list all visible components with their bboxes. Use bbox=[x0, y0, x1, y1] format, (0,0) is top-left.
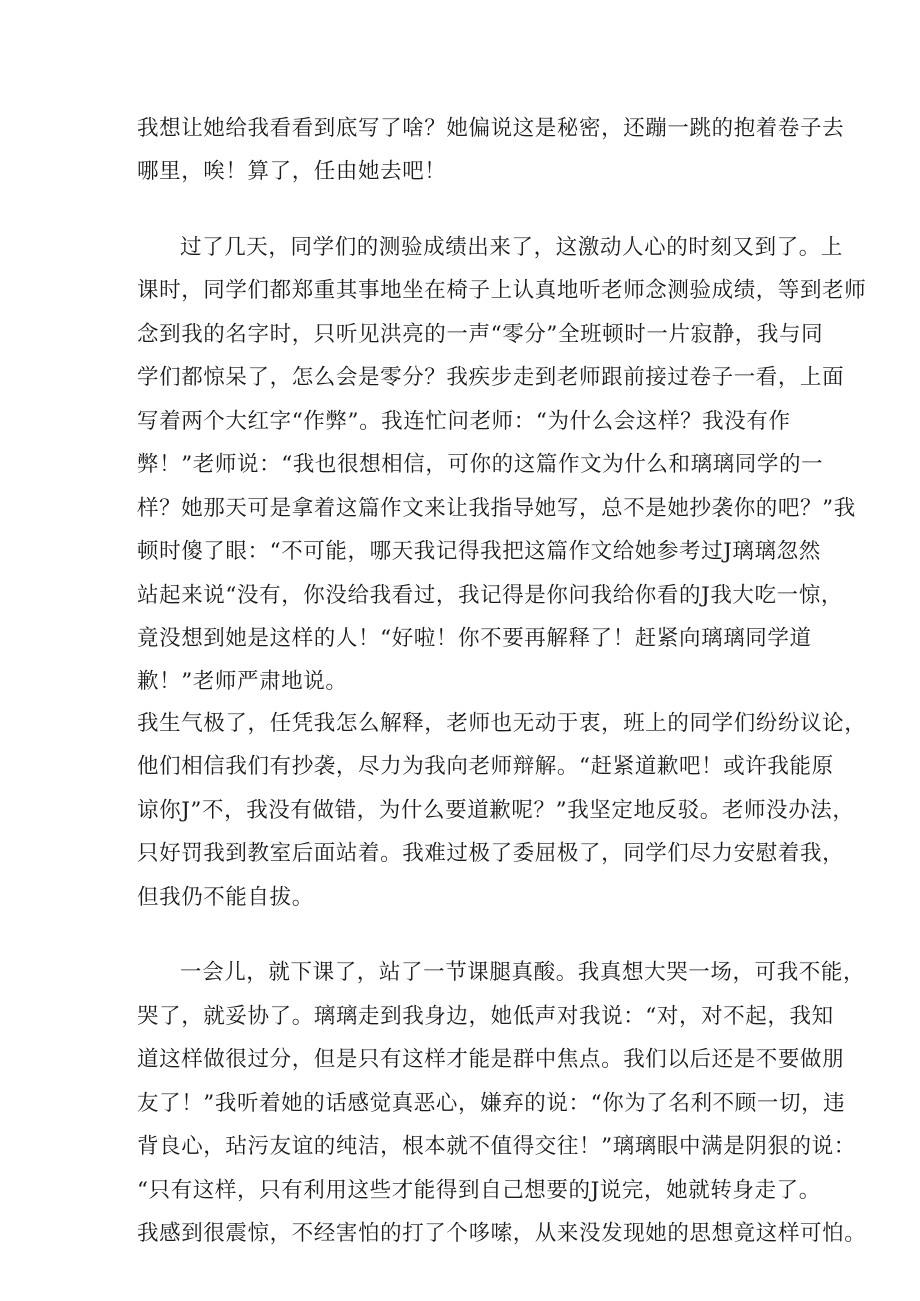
text-line: 谅你J”不，我没有做错，为什么要道歉呢？”我坚定地反驳。老师没办法， bbox=[137, 798, 855, 823]
text-line: 一会儿，就下课了，站了一节课腿真酸。我真想大哭一场，可我不能， bbox=[180, 960, 866, 985]
text-line: 过了几天，同学们的测验成绩出来了，这激动人心的时刻又到了。上 bbox=[180, 235, 844, 260]
text-line: 他们相信我们有抄袭，尽力为我向老师辩解。“赶紧道歉吧！或许我能原 bbox=[137, 754, 834, 779]
text-line: 我想让她给我看看到底写了啥？她偏说这是秘密，还蹦一跳的抱着卷子去 bbox=[137, 116, 845, 141]
text-line: 只好罚我到教室后面站着。我难过极了委屈极了，同学们尽力安慰着我， bbox=[137, 841, 845, 866]
text-line: 竟没想到她是这样的人！“好啦！你不要再解释了！赶紧向璃璃同学道 bbox=[137, 626, 812, 651]
text-line: 写着两个大红字“作弊”。我连忙问老师：“为什么会这样？我没有作 bbox=[137, 409, 791, 434]
text-line: 弊！”老师说：“我也很想相信，可你的这篇作文为什么和璃璃同学的一 bbox=[137, 452, 824, 477]
text-line: 站起来说“没有，你没给我看过，我记得是你问我给你看的J我大吃一惊， bbox=[137, 583, 843, 608]
text-line: “只有这样，只有利用这些才能得到自己想要的J说完，她就转身走了。 bbox=[137, 1178, 821, 1203]
text-line: 但我仍不能自拔。 bbox=[137, 885, 314, 910]
text-line: 哪里，唉！算了，任由她去吧！ bbox=[137, 159, 447, 184]
text-line: 学们都惊呆了，怎么会是零分？我疾步走到老师跟前接过卷子一看，上面 bbox=[137, 365, 845, 390]
text-line: 顿时傻了眼：“不可能，哪天我记得我把这篇作文给她参考过J璃璃忽然 bbox=[137, 539, 821, 564]
text-line: 样？她那天可是拿着这篇作文来让我指导她写，总不是她抄袭你的吧？”我 bbox=[137, 496, 856, 521]
text-line: 友了！”我听着她的话感觉真恶心，嫌弃的说：“你为了名利不顾一切，违 bbox=[137, 1091, 846, 1116]
text-line: 我生气极了，任凭我怎么解释，老师也无动于衷，班上的同学们纷纷议论， bbox=[137, 711, 867, 736]
text-line: 道这样做很过分，但是只有这样才能是群中焦点。我们以后还是不要做朋 bbox=[137, 1047, 845, 1072]
text-line: 歉！”老师严肃地说。 bbox=[137, 669, 348, 694]
text-line: 念到我的名字时，只听见洪亮的一声“零分”全班顿时一片寂静，我与同 bbox=[137, 322, 824, 347]
text-line: 课时，同学们都郑重其事地坐在椅子上认真地听老师念测验成绩，等到老师 bbox=[137, 278, 867, 303]
text-line: 背良心，玷污友谊的纯洁，根本就不值得交往！”璃璃眼中满是阴狠的说： bbox=[137, 1134, 856, 1159]
text-line: 哭了，就妥协了。璃璃走到我身边，她低声对我说：“对，对不起，我知 bbox=[137, 1004, 834, 1029]
text-line: 我感到很震惊，不经害怕的打了个哆嗦，从来没发现她的思想竟这样可怕。 bbox=[137, 1221, 867, 1246]
